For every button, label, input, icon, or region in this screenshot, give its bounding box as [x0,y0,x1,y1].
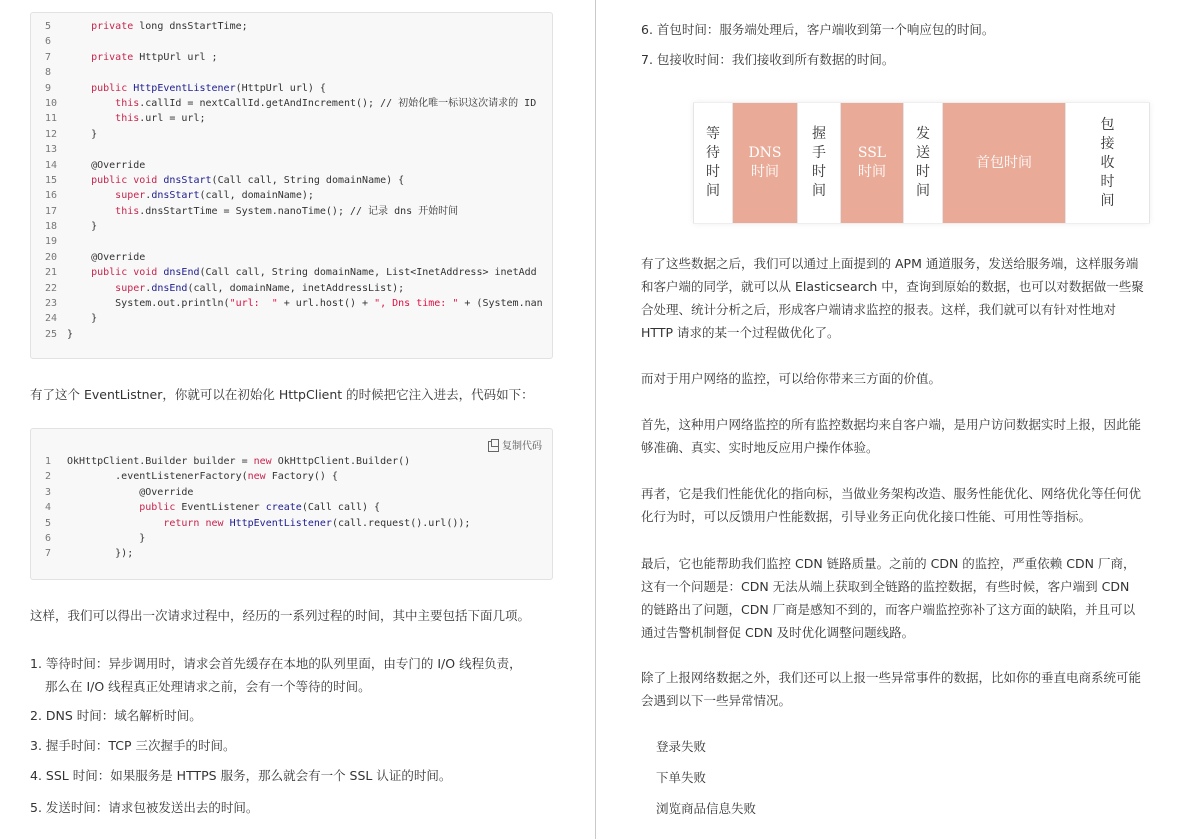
code1-line [45,173,552,188]
code2-line [45,485,552,500]
code-text: @Override [67,486,194,498]
right-paragraph-6: 除了上报网络数据之外，我们还可以上报一些异常事件的数据，比如你的垂直电商系统可能 会遇到以下一些异常情况。 [641,670,1142,708]
timeline-segment: SSL 时间 [841,103,903,223]
line-number: 7 [45,548,52,560]
code-text: @Override [67,251,146,263]
code1-line [45,142,552,157]
timeline-segment: 握 手 时 间 [797,103,841,223]
line-number: 18 [45,221,58,233]
list-item-2: 2. DNS 时间：域名解析时间。 [30,708,202,723]
copy-code-button[interactable] [488,439,542,454]
line-number: 10 [45,97,58,109]
list-item-3: 3. 握手时间：TCP 三次握手的时间。 [30,738,236,753]
list-item-1: 1. 等待时间：异步调用时，请求会首先缓存在本地的队列里面，由专门的 I/O 线程负责， 那么在 I/O 线程真正处理请求之前，会有一个等待的时间。 [30,656,522,694]
copy-icon [488,441,499,452]
line-number: 5 [45,21,52,32]
code1-line [45,281,552,296]
code-text: public HttpEventListener(HttpUrl url) { [91,82,326,94]
code-text: super.dnsStart(call, domainName); [115,190,314,202]
line-number: 17 [45,205,58,217]
line-number: 15 [45,174,58,186]
code-text: } [67,221,98,233]
code-text: }); [67,548,134,560]
code2-line [45,531,552,546]
code-text: } [67,328,74,340]
code2-line [45,500,552,515]
exception-item: 登录失败 [656,739,707,754]
line-number: 25 [45,328,58,340]
code-text: @Override [67,159,146,171]
code-text: super.dnsEnd(call, domainName, inetAddressList); [115,282,405,294]
line-number: 19 [45,236,58,248]
exception-item: 浏览商品信息失败 [656,801,757,816]
column-divider [595,0,596,839]
list-item-5: 5. 发送时间：请求包被发送出去的时间。 [30,800,259,815]
code1-line [45,311,552,326]
copy-code-label: 复制代码 [502,441,542,452]
code2-line [45,454,552,469]
code1-line [45,250,552,265]
line-number: 16 [45,190,58,202]
code1-line [45,296,552,311]
code-text: private HttpUrl url ; [91,51,218,63]
line-number: 1 [45,456,52,467]
code-text: .eventListenerFactory(new Factory() { [67,471,338,483]
line-number: 7 [45,51,52,63]
code1-line [45,50,552,65]
line-number: 21 [45,267,58,279]
code-text: this.url = url; [115,113,206,125]
list-item-6: 6. 首包时间：服务端处理后，客户端收到第一个响应包的时间。 [641,22,995,37]
code1-line [45,327,552,342]
code-block-builder [30,428,553,580]
right-paragraph-1: 有了这些数据之后，我们可以通过上面提到的 APM 通道服务，发送给服务端，这样服务端 和客户端的同学，就可以从 Elasticsearch 中，查询到原始的数据，也可以对数据做一些聚 合处理、统计分析之后，形成客户端请求监控的报表。这样，我们就可以有针对性地对 HTTP 请求的某一个过程做优化了。 [641,256,1144,340]
code1-line [45,127,552,142]
code-text: this.dnsStartTime = System.nanoTime(); // 记录 dns 开始时间 [115,205,459,217]
timeline-segment: 等 待 时 间 [693,103,733,223]
code-text: } [67,313,98,325]
code-text: public void dnsEnd(Call call, String domainName, List<InetAddress> inetAdd [91,267,537,279]
code-text: OkHttpClient.Builder builder = new OkHttpClient.Builder() [67,456,411,467]
line-number: 2 [45,471,52,483]
line-number: 22 [45,282,58,294]
list-item-7: 7. 包接收时间：我们接收到所有数据的时间。 [641,52,895,67]
code1-line [45,19,552,34]
code1-line [45,34,552,49]
code2-line [45,469,552,484]
line-number: 11 [45,113,58,125]
line-number: 24 [45,313,58,325]
right-paragraph-4: 再者，它是我们性能优化的指向标，当做业务架构改造、服务性能优化、网络优化等任何优 化行为时，可以反馈用户性能数据，引导业务正向优化接口性能、可用性等指标。 [641,486,1142,524]
code1-line [45,81,552,96]
line-number: 6 [45,532,52,544]
code2-line [45,546,552,561]
para-eventlistener: 有了这个 EventListner，你就可以在初始化 HttpClient 的时候把它注入进去，代码如下： [30,387,534,402]
timeline-segment: DNS 时间 [733,103,797,223]
list-item-4: 4. SSL 时间：如果服务是 HTTPS 服务，那么就会有一个 SSL 认证的时间。 [30,768,452,783]
code-text: this.callId = nextCallId.getAndIncrement(); // 初始化唯一标识这次请求的 ID [115,97,537,109]
line-number: 12 [45,128,58,140]
line-number: 20 [45,251,58,263]
line-number: 6 [45,36,52,48]
timeline-segment: 包 接 收 时 间 [1065,103,1150,223]
line-number: 14 [45,159,58,171]
code-text: public void dnsStart(Call call, String domainName) { [91,174,405,186]
code-text: public EventListener create(Call call) { [139,502,381,514]
code-text: } [67,128,98,140]
code1-line [45,111,552,126]
code1-line [45,234,552,249]
code-block-listener [30,12,553,359]
code1-line [45,188,552,203]
code2-line [45,516,552,531]
code1-line [45,204,552,219]
request-timeline-diagram [693,102,1150,224]
code1-line [45,265,552,280]
code1-line [45,65,552,80]
code-text: private long dnsStartTime; [91,21,248,32]
line-number: 8 [45,67,52,79]
exception-item: 下单失败 [656,770,707,785]
line-number: 4 [45,502,52,514]
line-number: 13 [45,144,58,156]
code1-line [45,219,552,234]
line-number: 5 [45,517,52,529]
timeline-segment: 首包时间 [943,103,1065,223]
right-paragraph-2: 而对于用户网络的监控，可以给你带来三方面的价值。 [641,371,942,386]
code-text: return new HttpEventListener(call.request().url()); [163,517,471,529]
para-summary: 这样，我们可以得出一次请求过程中，经历的一系列过程的时间，其中主要包括下面几项。 [30,608,531,623]
line-number: 23 [45,298,58,310]
code-text: System.out.println("url: " + url.host() + ", Dns time: " + (System.nan [67,298,543,310]
line-number: 3 [45,486,52,498]
right-paragraph-3: 首先，这种用户网络监控的所有监控数据均来自客户端，是用户访问数据实时上报，因此能 够准确、真实、实时地反应用户操作体验。 [641,417,1142,455]
code1-line [45,96,552,111]
right-paragraph-5: 最后，它也能帮助我们监控 CDN 链路质量。之前的 CDN 的监控，严重依赖 CDN 厂商， 这有一个问题是：CDN 无法从端上获取到全链路的监控数据，有些时候，客户端到 CDN 的链路出了问题，CDN 厂商是感知不到的，而客户端监控弥补了这方面的缺陷，并且可以 通过告警机制督促 CDN 及时优化调整问题线路。 [641,556,1136,640]
code1-line [45,158,552,173]
line-number: 9 [45,82,52,94]
code-text: } [67,532,146,544]
timeline-segment: 发 送 时 间 [903,103,943,223]
